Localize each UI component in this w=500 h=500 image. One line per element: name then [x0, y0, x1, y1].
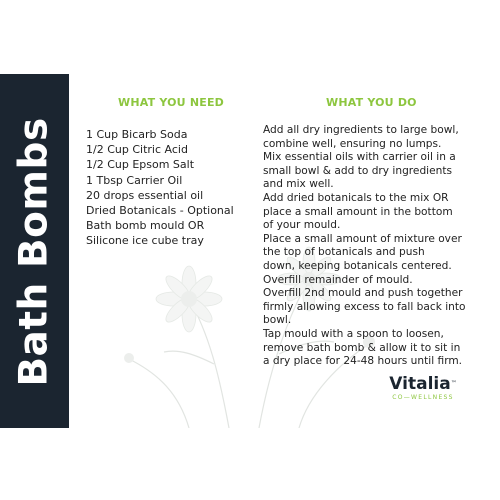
logo-trademark: ™ [450, 380, 457, 387]
instruction-line: Place a small amount of mixture over [263, 232, 462, 245]
ingredient-item: 20 drops essential oil [86, 188, 204, 202]
recipe-card [0, 74, 500, 428]
instruction-line: the top of botanicals and push [263, 246, 425, 259]
vitalia-logo [368, 374, 478, 402]
instruction-line: Mix essential oils with carrier oil in a [263, 151, 456, 164]
instruction-line: and mix well. [263, 178, 334, 191]
instruction-line: Overfill remainder of mould. [263, 273, 413, 286]
instruction-line: Overfill 2nd mould and push together [263, 287, 463, 300]
instruction-line: remove bath bomb & allow it to sit in [263, 341, 461, 354]
instruction-line: place a small amount in the bottom [263, 205, 453, 218]
instruction-line: small bowl & add to dry ingredients [263, 164, 453, 177]
instructions-text [263, 124, 499, 369]
logo-subtitle: CO—WELLNESS [392, 394, 454, 401]
logo-wordmark: Vitalia [389, 374, 451, 394]
what-you-need-heading: WHAT YOU NEED [118, 96, 224, 109]
ingredient-item: 1 Tbsp Carrier Oil [86, 173, 183, 187]
instruction-line: Tap mould with a spoon to loosen, [263, 327, 444, 340]
ingredient-item: Silicone ice cube tray [86, 234, 204, 248]
instruction-line: bowl. [263, 314, 292, 327]
instruction-line: Add all dry ingredients to large bowl, [263, 124, 459, 136]
side-title: Bath Bombs [11, 117, 57, 387]
instruction-line: firmly allowing excess to fall back into [263, 300, 466, 313]
ingredient-item: Dried Botanicals - Optional [86, 204, 234, 218]
instruction-line: down, keeping botanicals centered. [263, 259, 452, 272]
instruction-line: of your mould. [263, 219, 341, 232]
instruction-line: Add dried botanicals to the mix OR [263, 191, 449, 204]
instruction-line: combine well, ensuring no lumps. [263, 137, 442, 150]
ingredient-item: 1 Cup Bicarb Soda [86, 128, 188, 141]
ingredient-item: 1/2 Cup Citric Acid [86, 143, 188, 157]
ingredient-item: Bath bomb mould OR [86, 219, 205, 233]
what-you-do-heading: WHAT YOU DO [326, 96, 417, 109]
instruction-line: a dry place for 24-48 hours until firm. [263, 355, 463, 368]
side-band [0, 74, 69, 428]
logo-name [368, 374, 478, 394]
ingredient-item: 1/2 Cup Epsom Salt [86, 158, 195, 172]
ingredients-list [86, 127, 256, 249]
